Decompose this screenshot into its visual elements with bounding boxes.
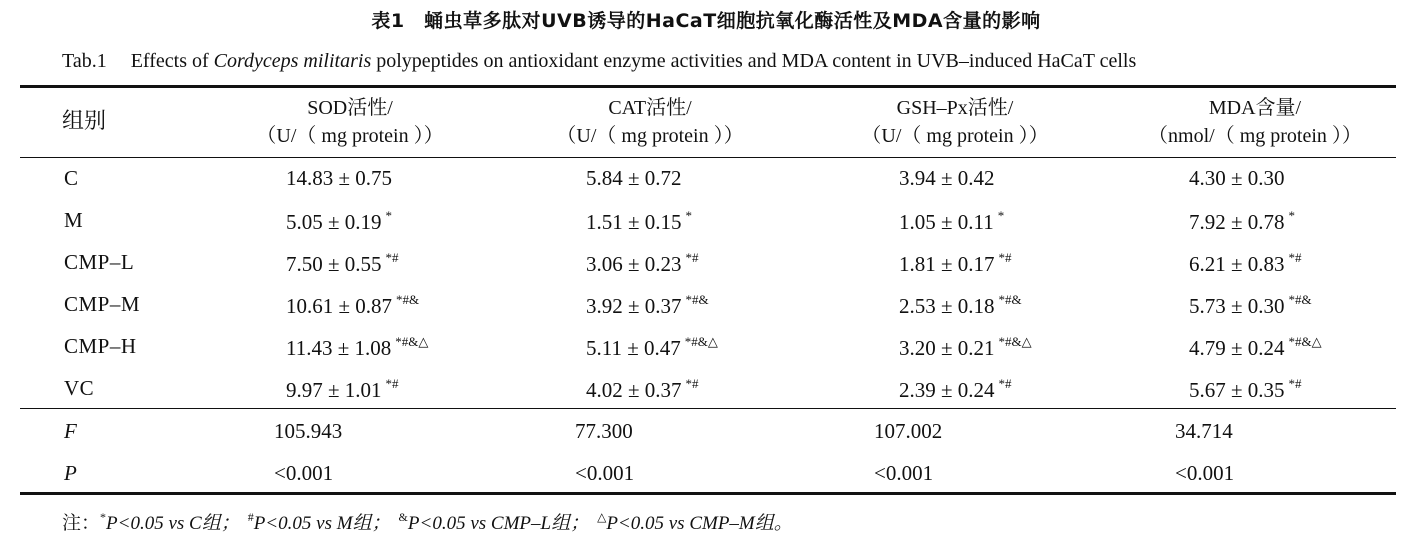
cell-value: 2.53 ± 0.18 <box>899 294 995 318</box>
significance-marker: *#& <box>998 292 1022 307</box>
significance-marker: *# <box>385 250 399 265</box>
significance-marker: *# <box>998 376 1012 391</box>
table-cell <box>586 250 699 277</box>
significance-marker: * <box>1288 208 1296 223</box>
significance-marker: *#&△ <box>1288 334 1322 349</box>
cell-value: 5.73 ± 0.30 <box>1189 294 1285 318</box>
table-cell <box>1189 334 1322 361</box>
header-cat <box>530 94 770 150</box>
significance-marker: *# <box>685 250 699 265</box>
cell-value: 4.30 ± 0.30 <box>1189 166 1285 190</box>
cell-value: 5.11 ± 0.47 <box>586 336 681 360</box>
cell-value: 7.92 ± 0.78 <box>1189 210 1285 234</box>
top-rule <box>20 85 1396 88</box>
table-cell <box>899 250 1012 277</box>
row-group-label: M <box>64 208 84 232</box>
table-cell <box>586 166 682 191</box>
note-item-4: △P<0.05 vs CMP–M组。 <box>597 510 793 534</box>
header-sod-name: SOD活性/ <box>307 97 393 119</box>
table-cell <box>286 250 399 277</box>
caption-label: Tab.1 <box>62 50 107 72</box>
stat-value: <0.001 <box>274 461 334 485</box>
stat-value: <0.001 <box>1175 461 1235 485</box>
table-cell <box>586 334 718 361</box>
header-gsh <box>835 94 1075 150</box>
table-cell <box>899 208 1004 235</box>
table-cell <box>286 208 392 235</box>
cell-value: 11.43 ± 1.08 <box>286 336 392 360</box>
significance-marker: *#&△ <box>998 334 1032 349</box>
cell-value: 3.94 ± 0.42 <box>899 166 995 190</box>
caption-species: Cordyceps militaris <box>213 50 372 72</box>
cell-value: 5.05 ± 0.19 <box>286 210 382 234</box>
stats-rule <box>20 408 1396 409</box>
cell-value: 4.79 ± 0.24 <box>1189 336 1285 360</box>
table-cell <box>1189 166 1285 191</box>
cell-value: 5.67 ± 0.35 <box>1189 378 1285 402</box>
cell-value: 3.92 ± 0.37 <box>586 294 682 318</box>
header-rule <box>20 157 1396 158</box>
significance-marker: *# <box>385 376 399 391</box>
table-cell <box>899 334 1032 361</box>
cell-value: 3.06 ± 0.23 <box>586 252 682 276</box>
note-item-3: &P<0.05 vs CMP–L组； <box>398 510 590 534</box>
table-cell <box>1189 208 1295 235</box>
significance-marker: * <box>385 208 393 223</box>
table-cell <box>1189 376 1302 403</box>
significance-marker: * <box>685 208 693 223</box>
table-cell <box>1189 250 1302 277</box>
stat-value: 77.300 <box>575 419 633 443</box>
stat-value: <0.001 <box>575 461 635 485</box>
row-group-label: CMP–M <box>64 292 141 316</box>
row-group-label: C <box>64 166 79 190</box>
header-sod <box>230 94 470 150</box>
table-cell <box>899 292 1022 319</box>
cell-value: 1.81 ± 0.17 <box>899 252 995 276</box>
table-cell <box>1189 292 1312 319</box>
significance-marker: *#& <box>1288 292 1312 307</box>
significance-marker: *#&△ <box>395 334 429 349</box>
cell-value: 10.61 ± 0.87 <box>286 294 393 318</box>
caption-prefix: Effects of <box>130 50 214 72</box>
caption-suffix: polypeptides on antioxidant enzyme activities and MDA content in UVB–induced HaCaT cells <box>371 50 1137 72</box>
row-group-label: CMP–L <box>64 250 135 274</box>
cell-value: 3.20 ± 0.21 <box>899 336 995 360</box>
row-group-label: VC <box>64 376 95 400</box>
significance-marker: *# <box>685 376 699 391</box>
table-cell <box>286 166 392 191</box>
note-prefix: 注： <box>62 513 101 534</box>
stat-value: 107.002 <box>874 419 943 443</box>
cell-value: 14.83 ± 0.75 <box>286 166 393 190</box>
table-caption-en <box>62 50 1136 73</box>
cell-value: 6.21 ± 0.83 <box>1189 252 1285 276</box>
table-cell <box>286 334 428 361</box>
stat-label: P <box>64 461 78 485</box>
cell-value: 7.50 ± 0.55 <box>286 252 382 276</box>
header-gsh-name: GSH–Px活性/ <box>896 97 1014 119</box>
header-sod-unit: （U/（ mg protein ）） <box>256 125 444 147</box>
significance-marker: * <box>997 208 1005 223</box>
significance-marker: *#&△ <box>684 334 718 349</box>
cell-value: 5.84 ± 0.72 <box>586 166 682 190</box>
table-cell <box>586 208 692 235</box>
cell-value: 1.05 ± 0.11 <box>899 210 994 234</box>
table-cell <box>286 376 399 403</box>
significance-marker: *# <box>1288 376 1302 391</box>
stat-value: 34.714 <box>1175 419 1233 443</box>
stat-label: F <box>64 419 78 443</box>
cell-value: 9.97 ± 1.01 <box>286 378 382 402</box>
note-item-1: *P<0.05 vs C组； <box>100 510 240 534</box>
bottom-rule <box>20 492 1396 495</box>
header-mda-unit: （nmol/（ mg protein ）） <box>1148 125 1362 147</box>
table-cell <box>586 292 709 319</box>
significance-marker: *#& <box>685 292 709 307</box>
stat-value: <0.001 <box>874 461 934 485</box>
table-cell <box>286 292 419 319</box>
header-cat-name: CAT活性/ <box>608 97 692 119</box>
table-cell <box>899 166 995 191</box>
header-mda-name: MDA含量/ <box>1208 97 1302 119</box>
header-gsh-unit: （U/（ mg protein ）） <box>861 125 1049 147</box>
cell-value: 4.02 ± 0.37 <box>586 378 682 402</box>
header-cat-unit: （U/（ mg protein ）） <box>556 125 744 147</box>
table-cell <box>586 376 699 403</box>
significance-marker: *#& <box>396 292 420 307</box>
header-group: 组别 <box>62 109 107 134</box>
table-caption-cn: 表1 蛹虫草多肽对UVB诱导的HaCaT细胞抗氧化酶活性及MDA含量的影响 <box>371 10 1041 32</box>
significance-marker: *# <box>1288 250 1302 265</box>
note-item-2: #P<0.05 vs M组； <box>247 510 391 534</box>
table-cell <box>899 376 1012 403</box>
table-footnote <box>62 508 793 535</box>
stat-value: 105.943 <box>274 419 343 443</box>
cell-value: 2.39 ± 0.24 <box>899 378 995 402</box>
header-mda <box>1125 94 1385 150</box>
row-group-label: CMP–H <box>64 334 137 358</box>
cell-value: 1.51 ± 0.15 <box>586 210 682 234</box>
significance-marker: *# <box>998 250 1012 265</box>
